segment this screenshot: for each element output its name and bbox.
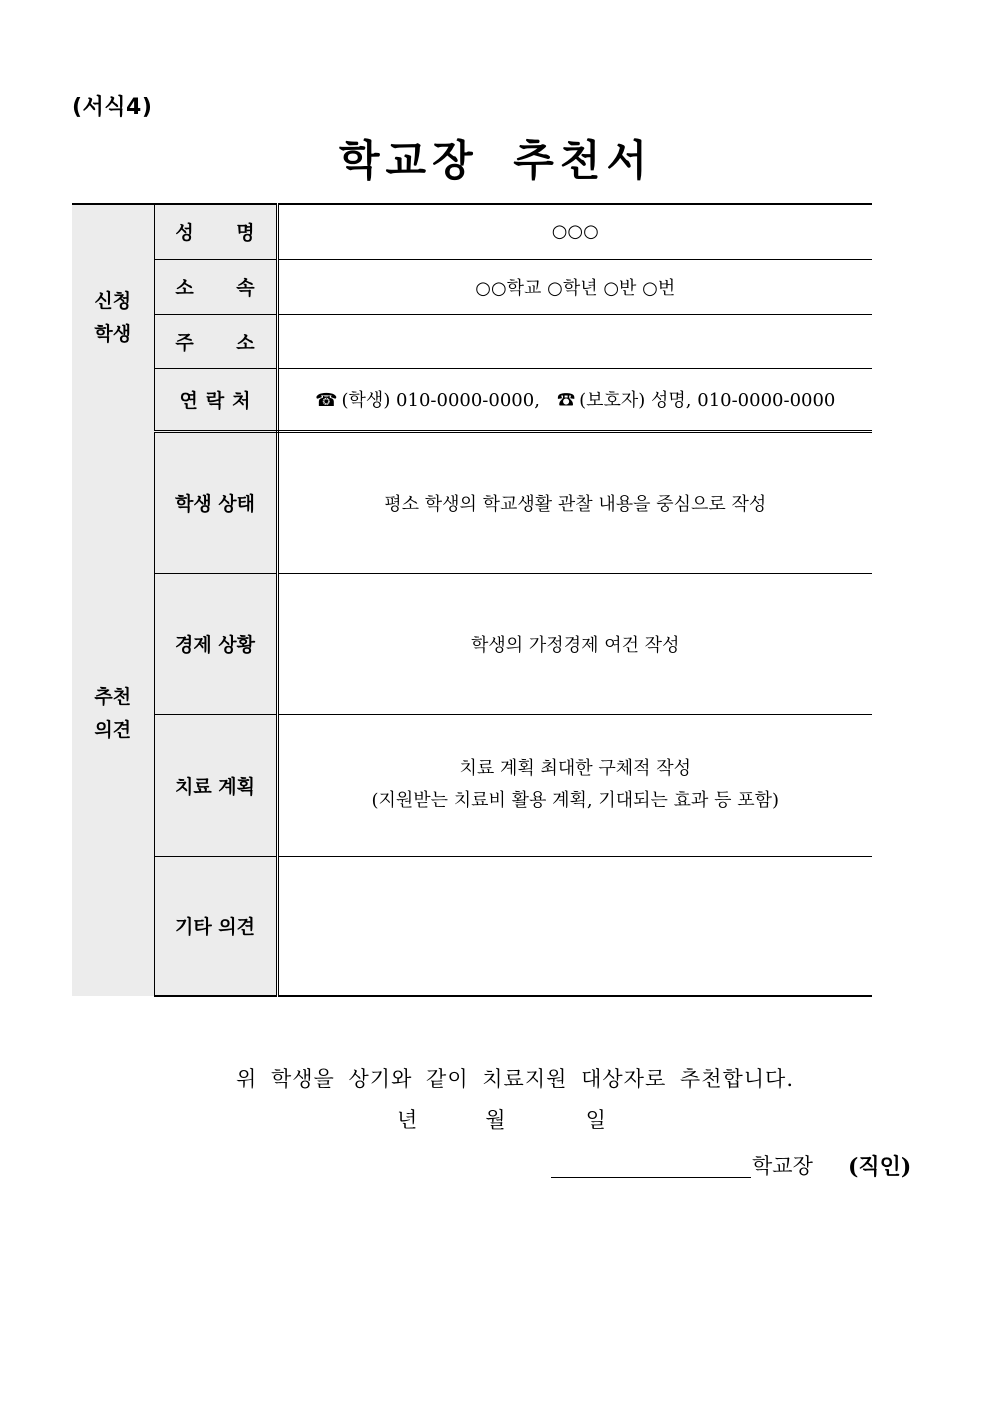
row-treatment	[72, 714, 872, 856]
document-title: 학교장 추천서	[338, 136, 654, 185]
row-economic	[72, 573, 872, 714]
contact-guardian: (보호자) 성명, 010-0000-0000	[579, 390, 836, 411]
applicant-group-label-line1: 신청	[94, 290, 132, 312]
contact-student: (학생) 010-0000-0000,	[341, 390, 540, 411]
row-other	[72, 856, 872, 996]
row-address	[72, 314, 872, 368]
row-student-status	[72, 431, 872, 573]
applicant-group-label	[72, 204, 154, 431]
signature-line	[551, 1177, 751, 1178]
date-month: 월	[485, 1108, 506, 1132]
date-year: 년	[397, 1108, 418, 1132]
contact-label: 연락처	[179, 389, 259, 412]
name-value: ○○○	[277, 204, 872, 259]
treatment-value	[277, 714, 872, 856]
name-label: 성 명	[175, 222, 273, 245]
recommendation-form-table	[72, 203, 872, 997]
row-contact	[72, 368, 872, 431]
contact-value	[277, 368, 872, 431]
affiliation-label-cell	[154, 259, 277, 314]
address-label-cell	[154, 314, 277, 368]
contact-label-cell	[154, 368, 277, 431]
date-day: 일	[585, 1108, 606, 1132]
form-number-label: (서식4)	[72, 95, 153, 120]
recommendation-group-label-line1: 추천	[94, 685, 132, 708]
other-label: 기타 의견	[154, 856, 277, 996]
phone-icon: ☎	[557, 390, 576, 411]
seal-label: (직인)	[848, 1154, 912, 1180]
recommendation-group-label	[72, 431, 154, 996]
treatment-value-line2: (지원받는 치료비 활용 계획, 기대되는 효과 등 포함)	[371, 790, 780, 811]
row-affiliation	[72, 259, 872, 314]
student-status-value: 평소 학생의 학교생활 관찰 내용을 중심으로 작성	[277, 431, 872, 573]
address-value	[277, 314, 872, 368]
closing-statement: 위 학생을 상기와 같이 치료지원 대상자로 추천합니다.	[236, 1067, 795, 1091]
student-status-label: 학생 상태	[154, 431, 277, 573]
address-label: 주 소	[175, 331, 273, 354]
recommendation-group-label-line2: 의견	[94, 718, 132, 741]
other-value	[277, 856, 872, 996]
treatment-value-line1: 치료 계획 최대한 구체적 작성	[459, 758, 692, 779]
principal-label: 학교장	[752, 1154, 813, 1178]
affiliation-label: 소 속	[175, 277, 273, 299]
applicant-group-label-line2: 학생	[94, 323, 132, 345]
economic-value: 학생의 가정경제 여건 작성	[277, 573, 872, 714]
treatment-label: 치료 계획	[154, 714, 277, 856]
phone-icon: ☎	[315, 390, 338, 411]
name-label-cell	[154, 204, 277, 259]
economic-label: 경제 상황	[154, 573, 277, 714]
affiliation-value: ○○학교 ○학년 ○반 ○번	[277, 259, 872, 314]
date-line	[397, 1104, 606, 1134]
row-name	[72, 204, 872, 259]
